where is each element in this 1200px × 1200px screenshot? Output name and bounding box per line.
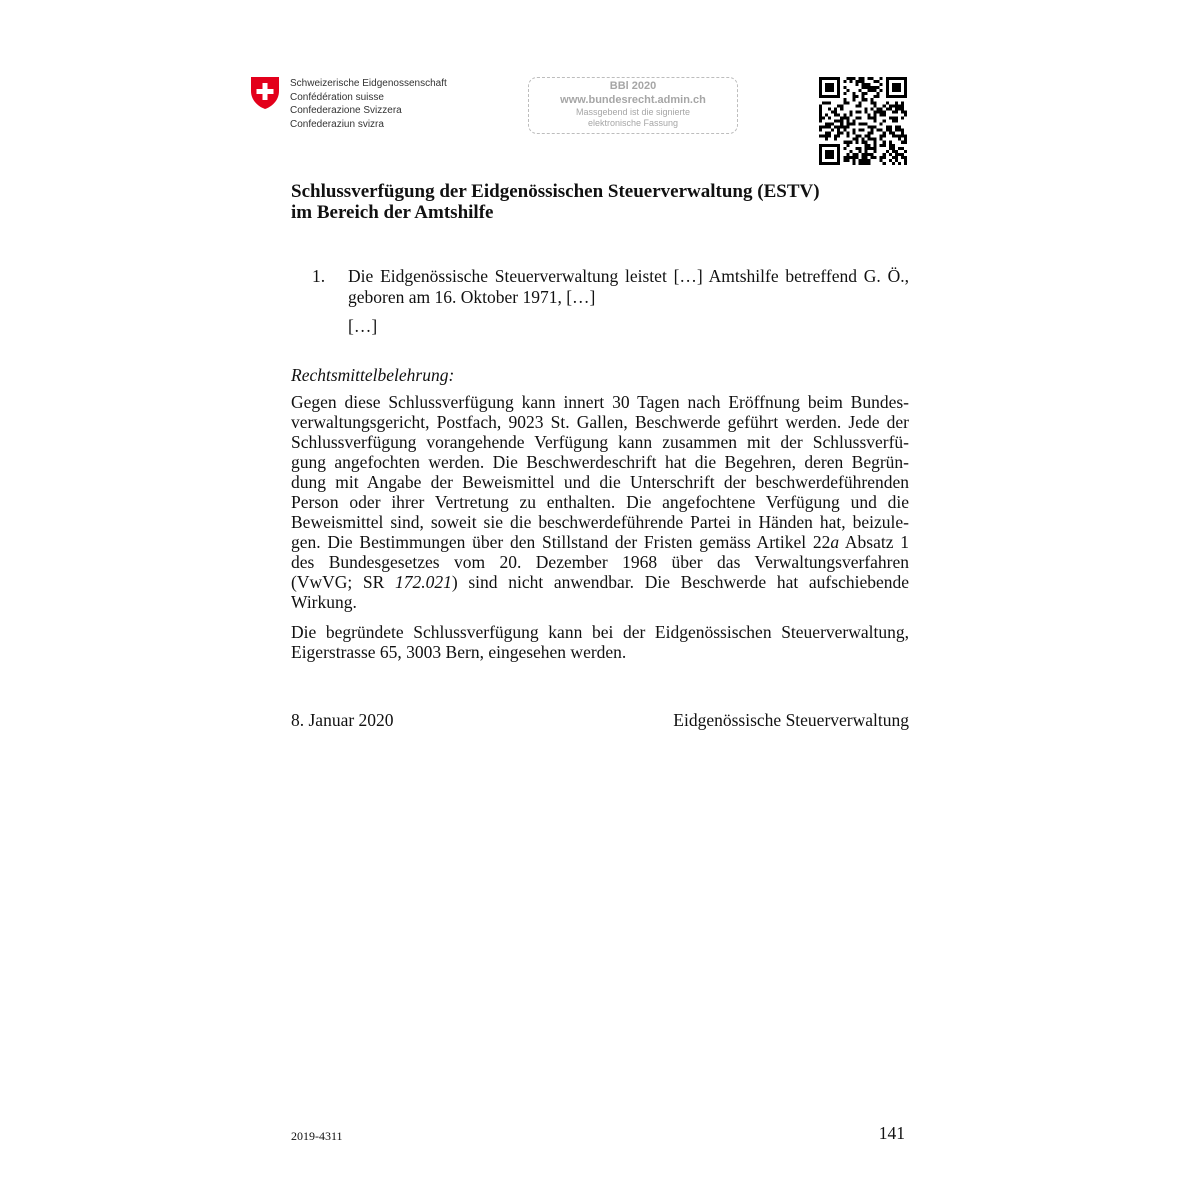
confederation-name-de: Schweizerische Eidgenossenschaft xyxy=(290,78,447,89)
page-number: 141 xyxy=(878,1123,905,1143)
sr-number: 172.021 xyxy=(395,572,452,592)
text-line xyxy=(291,532,909,552)
qr-code-icon xyxy=(819,77,907,165)
list-ellipsis: […] xyxy=(348,316,378,336)
document-number: 2019-4311 xyxy=(291,1129,343,1143)
text-line: verwaltungsgericht, Postfach, 9023 St. Gallen, Beschwerde geführt werden. Jede der xyxy=(291,412,909,432)
confederation-names xyxy=(290,77,447,131)
confederation-name-it: Confederazione Svizzera xyxy=(290,105,402,116)
document-date: 8. Januar 2020 xyxy=(291,710,394,730)
text-line: gung angefochten werden. Die Beschwerdeschrift hat die Begehren, deren Begrün- xyxy=(291,452,909,472)
text-line: Beweismittel sind, soweit sie die beschwerdeführende Partei in Händen hat, beizule- xyxy=(291,512,909,532)
text-segment: ) sind nicht anwendbar. Die Beschwerde hat aufschiebende xyxy=(451,572,909,592)
issuing-authority: Eidgenössische Steuerverwaltung xyxy=(673,710,909,730)
text-line: des Bundesgesetzes vom 20. Dezember 1968 über das Verwaltungsverfahren xyxy=(291,552,909,572)
text-line: dung mit Angabe der Beweismittel und die Unterschrift der beschwerdeführenden xyxy=(291,472,909,492)
bbl-stamp xyxy=(528,77,738,134)
text-segment: gen. Die Bestimmungen über den Stillstand der Fristen gemäss Artikel 22 xyxy=(291,532,831,552)
rechtsmittel-paragraph xyxy=(291,392,909,612)
list-item-text: Die Eidgenössische Steuerverwaltung leistet […] Amtshilfe betreffend G. Ö., geboren am 16. Oktober 1971, […] xyxy=(348,266,909,307)
confederation-name-fr: Confédération suisse xyxy=(290,91,384,103)
confederation-name-rm: Confederaziun svizra xyxy=(290,118,384,130)
text-line: Wirkung. xyxy=(291,592,357,612)
text-line: Person oder ihrer Vertretung zu enthalten. Die angefochtene Verfügung und die xyxy=(291,492,909,512)
text-line: Gegen diese Schlussverfügung kann innert 30 Tagen nach Eröffnung beim Bundes- xyxy=(291,392,909,412)
article-suffix: a xyxy=(830,532,840,552)
title-line-1: Schlussverfügung der Eidgenössischen Steuerverwaltung (ESTV) xyxy=(291,181,820,202)
text-line: Schlussverfügung vorangehende Verfügung kann zusammen mit der Schlussverfü- xyxy=(291,432,909,452)
list-number: 1. xyxy=(312,266,326,286)
stamp-title: BBl 2020 xyxy=(609,80,657,92)
document-title xyxy=(291,181,911,223)
title-line-2: im Bereich der Amtshilfe xyxy=(291,202,494,223)
stamp-note-2: elektronische Fassung xyxy=(587,118,679,128)
stamp-url: www.bundesrecht.admin.ch xyxy=(560,94,706,106)
text-segment: Absatz 1 xyxy=(839,532,909,552)
text-line xyxy=(291,572,909,592)
inspection-paragraph: Die begründete Schlussverfügung kann bei der Eidgenössischen Steuerverwaltung, Eigerstrasse 65, 3003 Bern, eingesehen werden. xyxy=(291,622,909,662)
rechtsmittel-heading: Rechtsmittelbelehrung: xyxy=(291,365,455,385)
stamp-note-1: Massgebend ist die signierte xyxy=(575,107,691,117)
text-segment: (VwVG; SR xyxy=(291,572,395,592)
swiss-cross-shield-icon xyxy=(250,76,280,110)
